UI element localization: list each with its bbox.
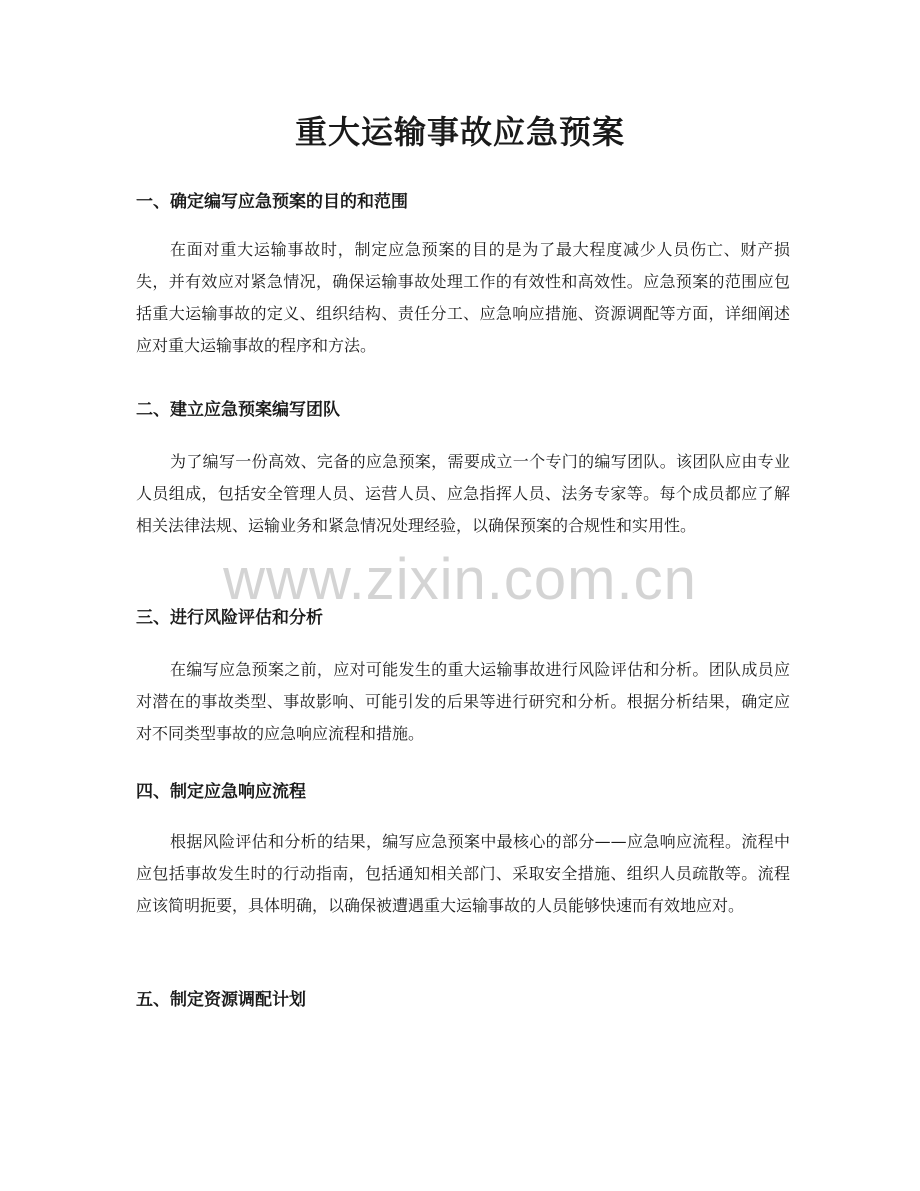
- section-heading-2: 二、建立应急预案编写团队: [136, 400, 340, 420]
- section-body-1: 在面对重大运输事故时，制定应急预案的目的是为了最大程度减少人员伤亡、财产损失，并有效应对紧急情况，确保运输事故处理工作的有效性和高效性。应急预案的范围应包括重大运输事故的定义、组织结构、责任分工、应急响应措施、资源调配等方面，详细阐述应对重大运输事故的程序和方法。: [136, 240, 790, 355]
- watermark-text: www.zixin.com.cn: [223, 547, 697, 612]
- section-heading-3: 三、进行风险评估和分析: [136, 608, 323, 628]
- section-heading-4: 四、制定应急响应流程: [136, 782, 306, 802]
- section-heading-1: 一、确定编写应急预案的目的和范围: [136, 192, 408, 212]
- document-title: 重大运输事故应急预案: [294, 113, 625, 151]
- section-body-3: 在编写应急预案之前，应对可能发生的重大运输事故进行风险评估和分析。团队成员应对潜在的事故类型、事故影响、可能引发的后果等进行研究和分析。根据分析结果，确定应对不同类型事故的应急响应流程和措施。: [136, 660, 790, 743]
- section-body-2: 为了编写一份高效、完备的应急预案，需要成立一个专门的编写团队。该团队应由专业人员组成，包括安全管理人员、运营人员、应急指挥人员、法务专家等。每个成员都应了解相关法律法规、运输业务和紧急情况处理经验，以确保预案的合规性和实用性。: [136, 452, 790, 535]
- section-body-4: 根据风险评估和分析的结果，编写应急预案中最核心的部分——应急响应流程。流程中应包括事故发生时的行动指南，包括通知相关部门、采取安全措施、组织人员疏散等。流程应该简明扼要，具体明确，以确保被遭遇重大运输事故的人员能够快速而有效地应对。: [136, 832, 790, 915]
- section-heading-5: 五、制定资源调配计划: [136, 990, 306, 1010]
